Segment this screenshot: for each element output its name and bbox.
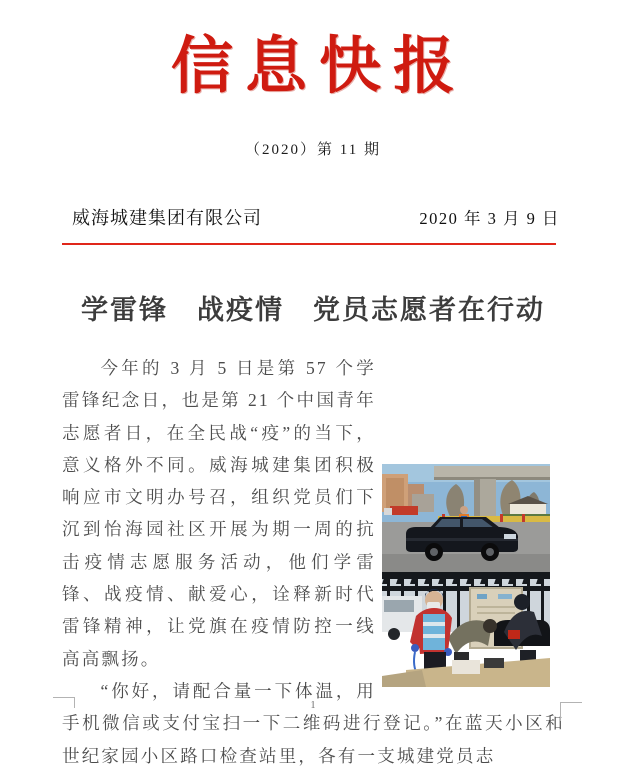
body-paragraph-1: 今年的 3 月 5 日是第 57 个学雷锋纪念日，也是第 21 个中国青年志愿者日，在全民战“疫”的当下，意义格外不同。威海城建集团积极响应市文明办号召，组织党员们下沉到怡海园社区开展为期一周的抗击疫情志愿服务活动，他们学雷锋、战疫情、献爱心，诠释新时代雷锋精神，让党旗在疫情防控一线高高飘扬。 [62,358,376,669]
body-paragraph-2: “你好，请配合量一下体温，用手机微信或支付宝扫一下二维码进行登记。”在蓝天小区和世纪家园小区路口检查站里，各有一支城建党员志 [62,680,565,766]
page-number: 1 [310,700,316,711]
checkpoint-car-photo [382,464,550,572]
meta-row [0,204,626,228]
newsletter-title: 信息快报 [170,29,467,102]
article-headline: 学雷锋 战疫情 党员志愿者在行动 [81,295,545,325]
photo-stack [382,464,550,687]
volunteers-registration-photo [382,572,550,687]
issue-number: （2020）第 11 期 [245,142,381,158]
organization-name: 威海城建集团有限公司 [72,208,262,228]
red-divider-line [62,243,556,245]
publish-date: 2020 年 3 月 9 日 [419,209,560,228]
